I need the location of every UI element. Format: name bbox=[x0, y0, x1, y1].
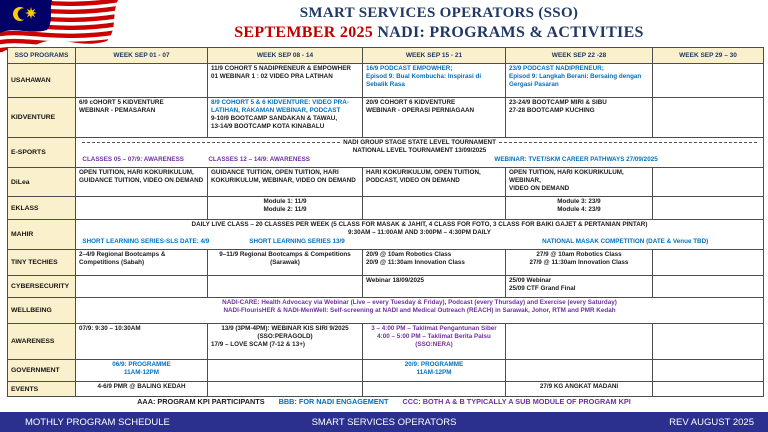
week-cell bbox=[506, 382, 653, 397]
cell-line: NATIONAL LEVEL TOURNAMENT 13/09/2025 bbox=[352, 146, 487, 154]
cell-line: DAILY LIVE CLASS – 20 CLASSES PER WEEK (5 CLASS FOR MASAK & JAHIT, 4 CLASS FOR FOTO, 3 CLASS FOR BAIKI GAJET & PERTANIAN PINTAR) bbox=[191, 221, 648, 228]
week-cell bbox=[506, 64, 653, 98]
program-label: EKLASS bbox=[8, 197, 76, 220]
week-cell bbox=[653, 98, 764, 138]
column-header-week: WEEK SEP 01 - 07 bbox=[76, 48, 208, 64]
cell-line: 20/9 @ 10am Robotics Class bbox=[366, 251, 452, 258]
program-label: TINY TECHIES bbox=[8, 250, 76, 276]
cell-line: 13-14/9 BOOTCAMP KOTA KINABALU bbox=[211, 122, 325, 130]
cell-line: 07/9: 9:30 – 10:30AM bbox=[79, 325, 141, 332]
week-cell bbox=[363, 360, 506, 382]
cell-line: (SSO:PERAGOLD) bbox=[257, 332, 313, 340]
program-row bbox=[8, 168, 764, 197]
cell-line: 11AM-12PM bbox=[124, 368, 159, 376]
cell-line: 17/9 – LOVE SCAM (7-12 & 13+) bbox=[211, 340, 305, 348]
week-cell bbox=[506, 250, 653, 276]
program-row bbox=[8, 324, 764, 360]
cell-line: VIDEO ON DEMAND bbox=[509, 184, 570, 192]
schedule-head-row bbox=[8, 48, 764, 64]
program-label: MAHIR bbox=[8, 220, 76, 250]
sub-events-row bbox=[79, 156, 760, 165]
sub-event: CLASSES 05 – 07/9: AWARENESS bbox=[82, 155, 184, 163]
cell-line: Module 2: 11/9 bbox=[263, 205, 307, 213]
program-row bbox=[8, 197, 764, 220]
week-cell bbox=[506, 197, 653, 220]
sub-event: SHORT LEARNING SERIES-SLS DATE: 4/9 bbox=[82, 237, 210, 245]
sub-event: WEBINAR: TVET/SKM CAREER PATHWAYS 27/09/2025 bbox=[494, 155, 658, 163]
week-cell bbox=[363, 324, 506, 360]
schedule-table bbox=[7, 47, 764, 397]
cell-line: NADI-CARE: Health Advocacy via Webinar (Live – every Tuesday & Friday), Podcast (every Thursday) and Exercise (every Saturday) bbox=[222, 299, 617, 306]
cell-line: 8/9 COHORT 5 & 6 KIDVENTURE: VIDEO PRA-LATIHAN, RAKAMAN WEBINAR, PODCAST bbox=[211, 99, 349, 114]
cell-line: 11/9 COHORT 5 NADIPRENEUR & EMPOWHER bbox=[211, 65, 351, 72]
week-cell bbox=[506, 324, 653, 360]
cell-line: 27/9 @ 10am Robotics Class bbox=[536, 251, 622, 258]
column-header-week: WEEK SEP 15 - 21 bbox=[363, 48, 506, 64]
cell-line: 16/9 PODCAST EMPOWHER; bbox=[366, 65, 453, 72]
program-row bbox=[8, 360, 764, 382]
cell-line: 25/09 CTF Grand Final bbox=[509, 284, 576, 292]
cell-line: 4:00 – 5:00 PM – Taklimat Berita Palsu bbox=[377, 332, 491, 340]
cell-line: 27/9 KG ANGKAT MADANI bbox=[539, 383, 619, 390]
week-cell bbox=[208, 98, 363, 138]
program-row bbox=[8, 250, 764, 276]
week-cell bbox=[208, 168, 363, 197]
cell-line: OPEN TUITION, HARI KOKURIKULUM, WEBINAR, bbox=[509, 169, 624, 184]
week-cell bbox=[363, 197, 506, 220]
week-cell bbox=[653, 168, 764, 197]
week-cell bbox=[76, 168, 208, 197]
cell-line: Module 3: 23/9 bbox=[557, 198, 601, 205]
week-cell bbox=[653, 197, 764, 220]
cell-line: 20/9 @ 11:30am Innovation Class bbox=[366, 258, 465, 266]
legend-ccc: CCC: BOTH A & B TYPICALLY A SUB MODULE OF PROGRAM KPI bbox=[402, 397, 631, 406]
legend-aaa: AAA: PROGRAM KPI PARTICIPANTS bbox=[137, 397, 265, 406]
program-row bbox=[8, 382, 764, 397]
program-label: EVENTS bbox=[8, 382, 76, 397]
week-cell bbox=[363, 276, 506, 298]
program-row bbox=[8, 220, 764, 250]
column-header-programs: SSO PROGRAMS bbox=[8, 48, 76, 64]
week-cell bbox=[76, 382, 208, 397]
week-cell bbox=[363, 64, 506, 98]
week-cell bbox=[208, 197, 363, 220]
merged-week-cell bbox=[76, 298, 764, 324]
week-cell bbox=[76, 98, 208, 138]
title-subject: NADI: PROGRAMS & ACTIVITIES bbox=[373, 24, 644, 41]
footer-right: REV AUGUST 2025 bbox=[669, 416, 754, 428]
week-cell bbox=[363, 382, 506, 397]
program-row bbox=[8, 276, 764, 298]
cell-line: 9-10/9 BOOTCAMP SANDAKAN & TAWAU, bbox=[211, 114, 338, 122]
week-cell bbox=[653, 324, 764, 360]
week-cell bbox=[363, 250, 506, 276]
dashed-banner bbox=[79, 139, 760, 147]
week-cell bbox=[208, 360, 363, 382]
cell-line: 6/9 cOHORT 5 KIDVENTURE bbox=[79, 99, 164, 106]
week-cell bbox=[76, 324, 208, 360]
footer-bar bbox=[0, 412, 768, 432]
program-row bbox=[8, 298, 764, 324]
cell-line: (SSO:NERA) bbox=[415, 340, 453, 348]
title-month: SEPTEMBER 2025 bbox=[234, 24, 374, 41]
week-cell bbox=[208, 250, 363, 276]
cell-line: 20/9: PROGRAMME bbox=[404, 361, 464, 368]
week-cell bbox=[506, 360, 653, 382]
slide-title bbox=[120, 5, 758, 42]
week-cell bbox=[506, 276, 653, 298]
program-row bbox=[8, 138, 764, 168]
cell-line: Module 4: 23/9 bbox=[557, 205, 601, 213]
program-label: AWARENESS bbox=[8, 324, 76, 360]
cell-line: 4-6/9 PMR @ BALING KEDAH bbox=[97, 383, 186, 390]
cell-line: 23-24/9 BOOTCAMP MIRI & SIBU bbox=[509, 99, 607, 106]
week-cell bbox=[653, 250, 764, 276]
week-cell bbox=[653, 276, 764, 298]
cell-line: 9–11/9 Regional Bootcamps & Competitions bbox=[219, 251, 351, 258]
cell-line: (Sarawak) bbox=[270, 258, 300, 266]
cell-line: Episod 9: Bual Kombucha: Inspirasi di Sebalik Rasa bbox=[366, 72, 482, 88]
cell-line: 11AM-12PM bbox=[416, 368, 452, 376]
kpi-legend bbox=[0, 397, 768, 406]
program-label: DiLea bbox=[8, 168, 76, 197]
tournament-title: NADI GROUP STAGE STATE LEVEL TOURNAMENT bbox=[343, 139, 496, 146]
column-header-week: WEEK SEP 22 -28 bbox=[506, 48, 653, 64]
program-label: WELLBEING bbox=[8, 298, 76, 324]
week-cell bbox=[506, 168, 653, 197]
cell-line: GUIDANCE TUITION, OPEN TUITION, HARI KOKURIKULUM, WEBINAR, VIDEO ON DEMAND bbox=[211, 169, 356, 184]
legend-bbb: BBB: FOR NADI ENGAGEMENT bbox=[278, 397, 389, 406]
cell-line: 13/9 (3PM-4PM): WEBINAR KIS SIRI 9/2025 bbox=[221, 325, 349, 332]
cell-line: WEBINAR - PEMASARAN bbox=[79, 106, 156, 114]
week-cell bbox=[208, 276, 363, 298]
week-cell bbox=[208, 382, 363, 397]
program-label: E-SPORTS bbox=[8, 138, 76, 168]
program-label: KIDVENTURE bbox=[8, 98, 76, 138]
cell-line: Episod 9: Langkah Berani: Bersaing dengan Gergasi Pasaran bbox=[509, 72, 642, 88]
column-header-week: WEEK SEP 08 - 14 bbox=[208, 48, 363, 64]
column-header-week: WEEK SEP 29 – 30 bbox=[653, 48, 764, 64]
cell-line: 9:30AM – 11:00AM AND 3:00PM – 4:30PM DAILY bbox=[347, 228, 491, 236]
footer-left: MOTHLY PROGRAM SCHEDULE bbox=[25, 416, 170, 428]
week-cell bbox=[76, 276, 208, 298]
week-cell bbox=[363, 168, 506, 197]
cell-line: 23/9 PODCAST NADIPRENEUR; bbox=[509, 65, 604, 72]
sub-events-row bbox=[79, 238, 760, 247]
sub-event: CLASSES 12 – 14/9: AWARENESS bbox=[208, 155, 310, 163]
cell-line: 25/09 Webinar bbox=[509, 277, 552, 284]
week-cell bbox=[506, 98, 653, 138]
cell-line: 06/9: PROGRAMME bbox=[112, 361, 171, 368]
cell-line: 27/9 @ 11:30am Innovation Class bbox=[529, 258, 629, 266]
footer-center: SMART SERVICES OPERATORS bbox=[311, 416, 457, 428]
week-cell bbox=[76, 360, 208, 382]
week-cell bbox=[363, 98, 506, 138]
title-line2 bbox=[120, 24, 758, 42]
merged-week-cell bbox=[76, 138, 764, 168]
week-cell bbox=[653, 360, 764, 382]
program-row bbox=[8, 98, 764, 138]
cell-line: 01 WEBINAR 1 : 02 VIDEO PRA LATIHAN bbox=[211, 72, 333, 80]
cell-line: 20/9 COHORT 6 KIDVENTURE bbox=[366, 99, 456, 106]
merged-week-cell bbox=[76, 220, 764, 250]
cell-line: HARI KOKURIKULUM, OPEN TUITION, PODCAST, VIDEO ON DEMAND bbox=[366, 169, 481, 184]
cell-line: WEBINAR - OPERASI PERNIAGAAN bbox=[366, 106, 475, 114]
week-cell bbox=[76, 197, 208, 220]
program-label: CYBERSECURITY bbox=[8, 276, 76, 298]
week-cell bbox=[208, 324, 363, 360]
program-row bbox=[8, 64, 764, 98]
cell-line: Module 1: 11/9 bbox=[263, 198, 307, 205]
sub-event: SHORT LEARNING SERIES 13/9 bbox=[249, 237, 345, 245]
cell-line: OPEN TUITION, HARI KOKURIKULUM, GUIDANCE TUITION, VIDEO ON DEMAND bbox=[79, 169, 204, 184]
week-cell bbox=[653, 382, 764, 397]
cell-line: Webinar 18/09/2025 bbox=[366, 277, 424, 284]
cell-line: 27-28 BOOTCAMP KUCHING bbox=[509, 106, 595, 114]
program-label: USAHAWAN bbox=[8, 64, 76, 98]
sub-event: NATIONAL MASAK COMPETITION (DATE & Venue TBD) bbox=[542, 237, 709, 245]
week-cell bbox=[208, 64, 363, 98]
title-line1: SMART SERVICES OPERATORS (SSO) bbox=[299, 5, 579, 21]
program-label: GOVERNMENT bbox=[8, 360, 76, 382]
week-cell bbox=[76, 64, 208, 98]
cell-line: NADI-FlourisHER & NADI-MenWell: Self-screening at NADI and Medical Outreach (REACH) in Sarawak, Johor, RTM and PMR Kedah bbox=[223, 306, 616, 314]
cell-line: 3 – 4:00 PM – Taklimat Pengantunan Siber bbox=[371, 325, 497, 332]
week-cell bbox=[76, 250, 208, 276]
cell-line: 2–4/9 Regional Bootcamps & Competitions (Sabah) bbox=[79, 251, 166, 266]
week-cell bbox=[653, 64, 764, 98]
